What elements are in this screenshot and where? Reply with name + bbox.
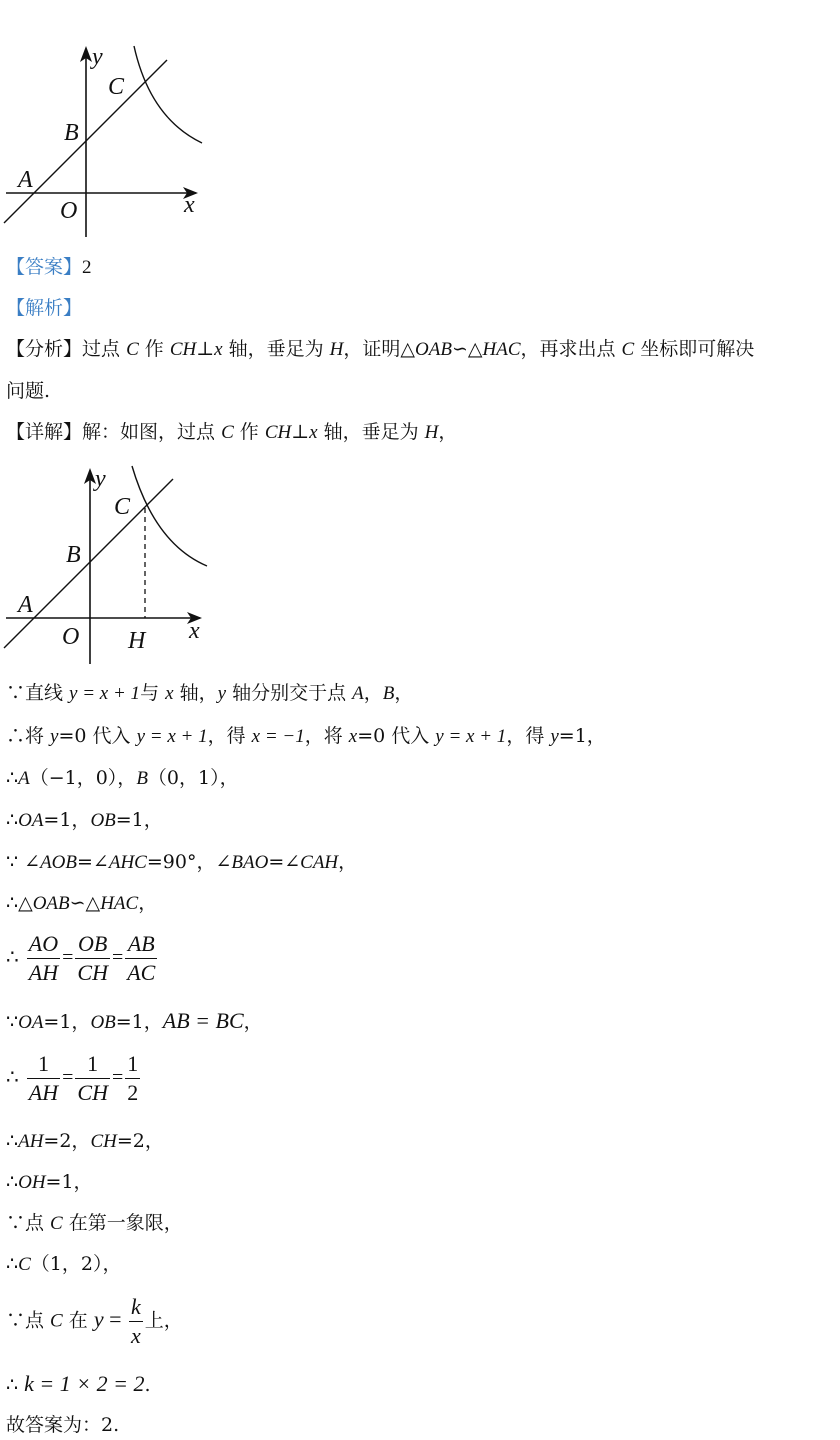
answer-value: 2 [82,257,92,278]
step-1 [6,681,413,706]
var-oab: OAB [32,893,70,914]
text: ∵直线 [6,682,70,704]
text: ， [438,421,458,443]
var-aob: AOB [40,852,77,873]
step-6 [6,891,157,916]
fenxi-line-1 [6,337,754,362]
var-ch: CH [264,422,292,443]
fraction-ao-ah [27,930,60,987]
text: =∠ [77,851,109,873]
var-hac: HAC [482,339,521,360]
text: 上， [144,1309,183,1332]
fraction-ab-ac [125,930,157,987]
equation: y = x + 1 [435,726,507,747]
text: ， [338,851,358,873]
denominator: 2 [127,1080,139,1105]
fraction-k-x [129,1293,143,1350]
text: ∴ [6,1374,25,1396]
label-h: H [128,628,146,654]
fraction-ob-ch [75,930,110,987]
label-y: y [95,466,106,492]
text: =0 代入 [357,725,436,747]
numerator: k [129,1293,143,1322]
text: ∴ [6,1171,19,1193]
analysis-label: 【解析】 [6,297,83,319]
numerator: AO [27,930,60,959]
text: 作 [233,421,265,443]
var-ob: OB [90,1012,116,1033]
equals: = [111,1066,124,1089]
label-o: O [62,624,80,650]
var-a: A [18,768,30,789]
fraction-1-2 [125,1050,140,1107]
var-oab: OAB [415,339,452,360]
equation: y = x + 1 [136,726,208,747]
text: ，证明△ [343,338,416,360]
fenxi-line-2: 问题. [6,380,51,402]
step-14 [6,1293,183,1350]
var-x: x [348,726,358,747]
text: ∽△ [69,892,101,914]
text: 与 [140,682,166,704]
text: ∴ [6,1064,19,1089]
step-9 [6,1050,142,1107]
label-o: O [60,198,78,224]
answer-label: 【答案】 [6,256,83,278]
answer-line [6,255,92,280]
text: 轴， [173,682,218,704]
step-12 [6,1211,183,1236]
equals: = [62,1066,74,1089]
var-x: x [214,339,223,360]
text: =1， [43,1011,91,1033]
var-y: y [550,726,559,747]
numerator: 1 [75,1050,110,1079]
text: ∵ [6,1011,19,1033]
denominator: AC [127,960,156,985]
text: ， [363,682,383,704]
coordinate-diagram-1 [0,40,215,240]
var-y: y [50,726,59,747]
equals: = [111,946,124,969]
var-a: A [352,683,364,704]
denominator: AH [28,960,59,985]
var-c: C [221,422,234,443]
var-x: x [165,683,174,704]
label-c: C [114,494,131,520]
step-7 [6,930,159,987]
numerator: OB [75,930,110,959]
var-oa: OA [18,1012,44,1033]
text: . [144,1374,151,1396]
perp-sign: ⊥ [291,421,310,443]
fraction-1-ah [27,1050,60,1107]
numerator: 1 [125,1050,140,1079]
text: ， [138,892,158,914]
var-h: H [329,339,344,360]
text: ∵ [6,851,25,873]
text: =1， [115,809,163,831]
hyperbola [134,46,202,143]
var-b: B [136,768,148,789]
label-a: A [18,592,33,618]
text: ， [243,1011,263,1033]
sim-sign: ∽ [451,338,468,360]
text: 在 [62,1309,94,1332]
equals: = [62,946,74,969]
equation: AB = BC [162,1008,244,1033]
xiangjie-label: 【详解】 [6,421,83,443]
step-3 [6,766,239,791]
numerator: 1 [27,1050,60,1079]
step-13 [6,1252,121,1277]
coordinate-diagram-2 [0,462,215,667]
figure-1 [0,40,215,240]
text: 解：如图，过点 [82,421,222,443]
var-cah: CAH [300,852,339,873]
var-x: x [309,422,318,443]
text: ， [394,682,414,704]
equation: y = x + 1 [69,683,141,704]
step-15 [6,1372,151,1397]
text: ∴ [6,1253,19,1275]
text: ∴△ [6,892,33,914]
var-y: y [217,683,227,704]
text: =2， [43,1130,91,1152]
text: 过点 [82,338,127,360]
label-x: x [184,192,195,218]
triangle-sign: △ [467,338,483,360]
text: ∴将 [6,725,51,747]
step-2 [6,724,606,749]
var-h: H [424,422,439,443]
text: 轴分别交于点 [226,682,353,704]
var-ch: CH [169,339,197,360]
hyperbola [132,466,207,566]
step-8 [6,1009,263,1035]
label-x: x [189,618,200,644]
xiangjie-line [6,420,457,445]
var-c: C [126,339,139,360]
step-10 [6,1129,164,1154]
fenxi-label: 【分析】 [6,338,83,360]
var-ah: AH [18,1131,44,1152]
var-bao: BAO [231,852,269,873]
var-y: y [93,1306,104,1332]
text: 轴，垂足为 [222,338,330,360]
line-y-x-plus-1 [4,479,173,648]
text: ，再求出点 [520,338,622,360]
text: ∴ [6,944,19,969]
text: （0，1）， [147,767,239,789]
var-hac: HAC [100,893,139,914]
text: （−1，0）， [29,767,137,789]
label-b: B [66,542,81,568]
text: =∠ [268,851,301,873]
text: ∴ [6,767,19,789]
var-oh: OH [18,1172,46,1193]
text: （1，2）， [30,1253,122,1275]
final-answer: 故答案为：2. [6,1414,120,1436]
text: 作 [138,338,170,360]
text: ∵点 [6,1309,51,1332]
text: =1， [558,725,606,747]
equation: k = 1 × 2 = 2 [24,1371,145,1396]
text: =0 代入 [58,725,137,747]
text: =1， [45,1171,93,1193]
text: ，得 [207,725,252,747]
text: ∠ [24,851,41,873]
denominator: x [131,1323,141,1348]
step-4 [6,808,163,833]
equals: = [103,1306,128,1332]
text: ∵点 [6,1212,51,1234]
text: ∴ [6,809,19,831]
label-c: C [108,74,125,100]
var-c: C [621,339,635,360]
fraction-1-ch [75,1050,110,1107]
text: ，得 [506,725,551,747]
equation: x = −1 [251,726,305,747]
denominator: AH [28,1080,59,1105]
text: 在第一象限， [62,1212,183,1234]
text: =90°，∠ [146,851,232,873]
var-c: C [50,1310,63,1332]
var-c: C [50,1213,63,1234]
var-oa: OA [18,810,44,831]
perp-sign: ⊥ [196,338,215,360]
label-b: B [64,120,79,146]
text: 坐标即可解决 [634,338,755,360]
step-11 [6,1170,93,1195]
text: =1， [43,809,91,831]
step-5 [6,850,357,875]
label-a: A [18,167,33,193]
text: =2， [116,1130,164,1152]
figure-2 [0,462,215,667]
denominator: CH [77,960,108,985]
label-y: y [92,44,103,70]
var-c: C [18,1254,31,1275]
var-ahc: AHC [108,852,147,873]
text: 轴，垂足为 [317,421,425,443]
var-ch: CH [90,1131,117,1152]
text: ∴ [6,1130,19,1152]
text: ，将 [304,725,349,747]
var-ob: OB [90,810,116,831]
var-b: B [382,683,395,704]
text: =1， [115,1011,163,1033]
numerator: AB [125,930,157,959]
denominator: CH [77,1080,108,1105]
